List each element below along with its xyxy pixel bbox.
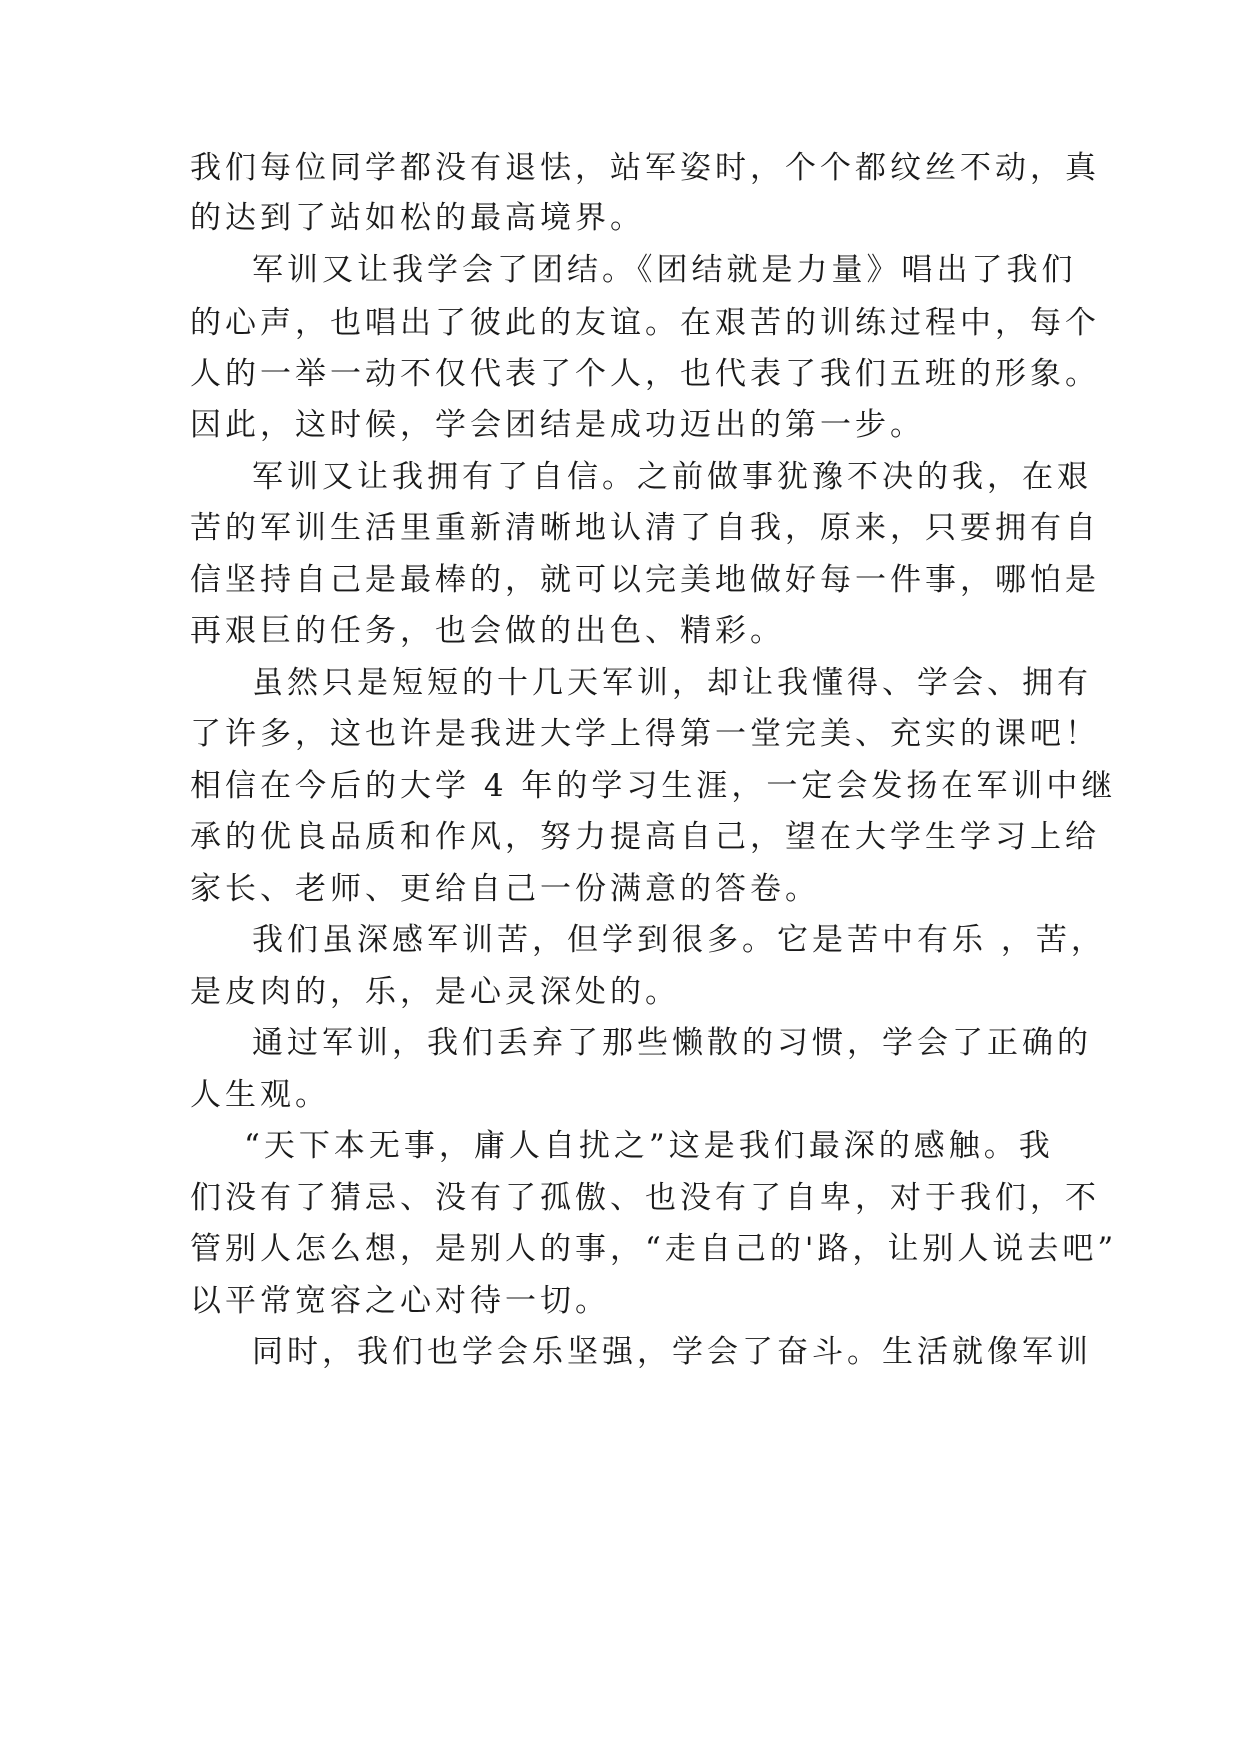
text-line: 管别人怎么想，是别人的事，“走自己的'路，让别人说去吧” bbox=[190, 1231, 1118, 1267]
text-line: 的心声，也唱出了彼此的友谊。在艰苦的训练过程中，每个 bbox=[190, 305, 1100, 341]
text-line: 再艰巨的任务，也会做的出色、精彩。 bbox=[190, 613, 785, 649]
text-line: 承的优良品质和作风，努力提高自己，望在大学生学习上给 bbox=[190, 819, 1100, 855]
text-line: 人生观。 bbox=[190, 1077, 330, 1113]
text-line: 是皮肉的，乐，是心灵深处的。 bbox=[190, 974, 680, 1010]
text-line: 以平常宽容之心对待一切。 bbox=[190, 1283, 610, 1319]
text-line: 因此，这时候，学会团结是成功迈出的第一步。 bbox=[190, 407, 925, 443]
text-line: 家长、老师、更给自己一份满意的答卷。 bbox=[190, 871, 820, 907]
text-line: 人的一举一动不仅代表了个人，也代表了我们五班的形象。 bbox=[190, 356, 1100, 392]
text-line: “天下本无事，庸人自扰之”这是我们最深的感触。我 bbox=[244, 1128, 1054, 1164]
text-line: 通过军训，我们丢弃了那些懒散的习惯，学会了正确的 bbox=[252, 1025, 1092, 1061]
text-line: 们没有了猜忌、没有了孤傲、也没有了自卑，对于我们，不 bbox=[190, 1180, 1100, 1216]
text-line: 同时，我们也学会乐坚强，学会了奋斗。生活就像军训 bbox=[252, 1334, 1092, 1370]
text-line: 苦的军训生活里重新清晰地认清了自我，原来，只要拥有自 bbox=[190, 510, 1100, 546]
text-line: 了许多，这也许是我进大学上得第一堂完美、充实的课吧！ bbox=[190, 716, 1100, 752]
text-line: 虽然只是短短的十几天军训，却让我懂得、学会、拥有 bbox=[252, 665, 1092, 701]
text-line: 信坚持自己是最棒的，就可以完美地做好每一件事，哪怕是 bbox=[190, 562, 1100, 598]
text-line: 军训又让我学会了团结。《团结就是力量》唱出了我们 bbox=[252, 252, 1077, 288]
text-line: 军训又让我拥有了自信。之前做事犹豫不决的我，在艰 bbox=[252, 459, 1092, 495]
text-line: 我们每位同学都没有退怯，站军姿时，个个都纹丝不动，真 bbox=[190, 150, 1100, 186]
text-line: 的达到了站如松的最高境界。 bbox=[190, 200, 645, 236]
text-line: 我们虽深感军训苦，但学到很多。它是苦中有乐 ，苦， bbox=[252, 922, 1106, 958]
text-line: 相信在今后的大学 4 年的学习生涯，一定会发扬在军训中继 bbox=[190, 768, 1117, 804]
